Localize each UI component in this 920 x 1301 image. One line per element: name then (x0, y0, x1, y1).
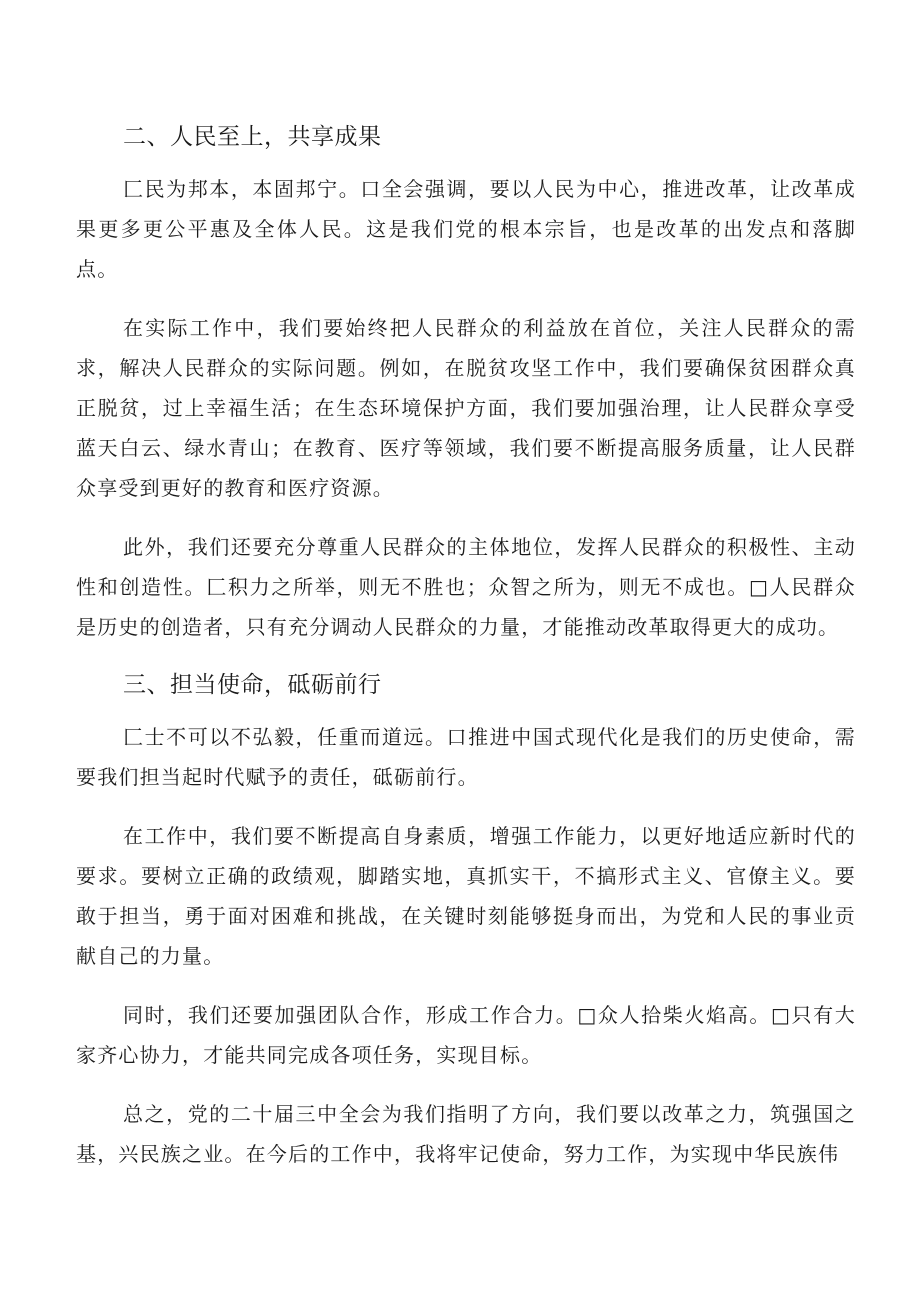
paragraph: 匚民为邦本，本固邦宁。口全会强调，要以人民为中心，推进改革，让改革成果更多更公平惠及全体人民。这是我们党的根本宗旨，也是改革的出发点和落脚点。 (76, 177, 856, 281)
paragraph: 在实际工作中，我们要始终把人民群众的利益放在首位，关注人民群众的需求，解决人民群众的实际问题。例如，在脱贫攻坚工作中，我们要确保贫困群众真正脱贫，过上幸福生活；在生态环境保护方面，我们要加强治理，让人民群众享受蓝天白云、绿水青山；在教育、医疗等领域，我们要不断提高服务质量，让人民群众享受到更好的教育和医疗资源。 (76, 316, 856, 500)
paragraph: 在工作中，我们要不断提高自身素质，增强工作能力，以更好地适应新时代的要求。要树立正确的政绩观，脚踏实地，真抓实干，不搞形式主义、官僚主义。要敢于担当，勇于面对困难和挑战，在关键时刻能够挺身而出，为党和人民的事业贡献自己的力量。 (76, 824, 856, 968)
paragraph: 总之，党的二十届三中全会为我们指明了方向，我们要以改革之力，筑强国之基，兴民族之业。在今后的工作中，我将牢记使命，努力工作，为实现中华民族伟 (76, 1102, 856, 1166)
paragraph: 此外，我们还要充分尊重人民群众的主体地位，发挥人民群众的积极性、主动性和创造性。匚积力之所举，则无不胜也；众智之所为，则无不成也。□人民群众是历史的创造者，只有充分调动人民群众的力量，才能推动改革取得更大的成功。 (76, 535, 856, 639)
section-heading: 二、人民至上，共享成果 (123, 124, 382, 150)
paragraph: 同时，我们还要加强团队合作，形成工作合力。□众人拾柴火焰高。□只有大家齐心协力，才能共同完成各项任务，实现目标。 (76, 1003, 856, 1067)
document-page (76, 112, 856, 1174)
section-heading: 三、担当使命，砥砺前行 (123, 672, 382, 698)
paragraph: 匚士不可以不弘毅，任重而道远。口推进中国式现代化是我们的历史使命，需要我们担当起时代赋予的责任，砥砺前行。 (76, 725, 856, 789)
